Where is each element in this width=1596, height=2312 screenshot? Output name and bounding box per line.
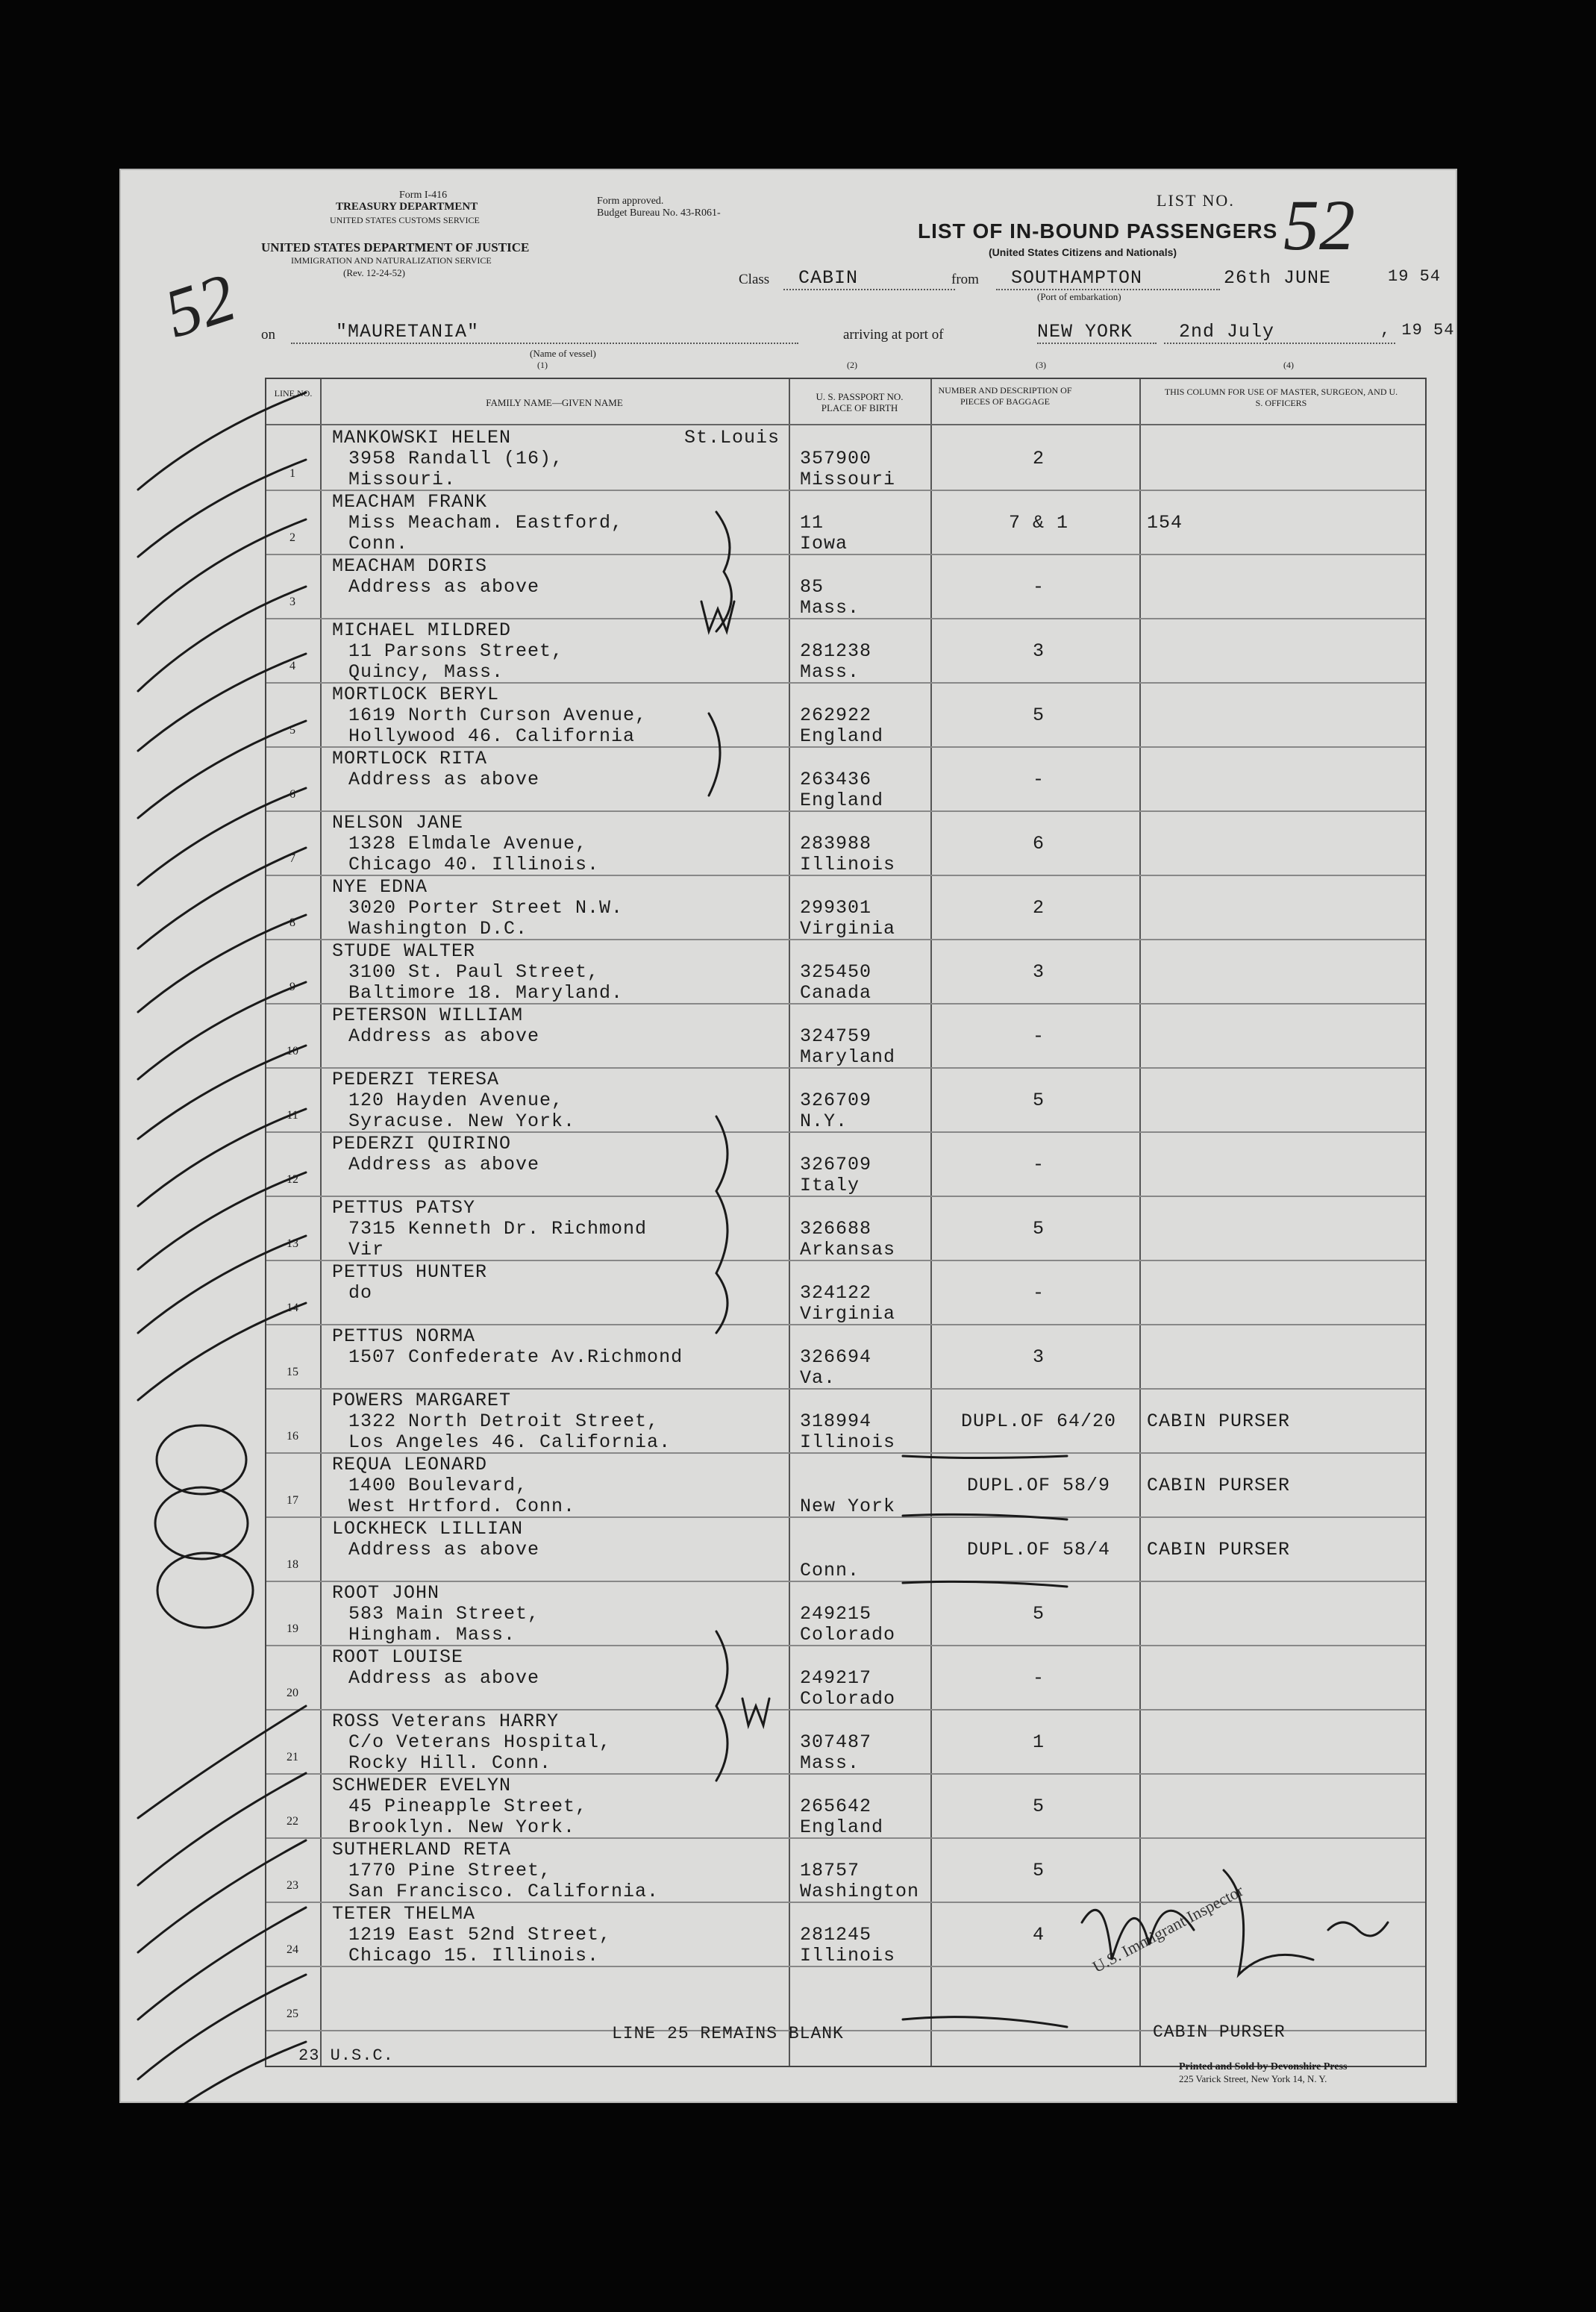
line-number: 19 (287, 1622, 298, 1635)
passenger-name: REQUA LEONARD (332, 1454, 488, 1475)
passport-number: 357900 (800, 448, 872, 469)
customs-service: UNITED STATES CUSTOMS SERVICE (330, 215, 480, 225)
table-row (266, 1003, 1425, 1067)
line-number: 24 (287, 1943, 298, 1956)
address-line-2: Chicago 15. Illinois. (348, 1945, 600, 1966)
address-line-1: 1507 Confederate Av.Richmond (348, 1346, 683, 1368)
baggage-count: 3 (1032, 961, 1045, 983)
address-line-1: 3958 Randall (16), (348, 448, 564, 469)
col-header-line: LINE NO. (274, 388, 313, 399)
place-of-birth: Colorado (800, 1688, 896, 1710)
baggage-count: DUPL.OF 58/9 (966, 1475, 1111, 1496)
place-of-birth: England (800, 725, 884, 747)
address-line-2: Missouri. (348, 469, 457, 490)
table-row (266, 1067, 1425, 1131)
line-number: 10 (287, 1045, 298, 1057)
address-line-2: Syracuse. New York. (348, 1110, 576, 1132)
passenger-name: MORTLOCK BERYL (332, 684, 500, 705)
place-of-birth: Canada (800, 982, 872, 1004)
table-row (266, 939, 1425, 1003)
usc-reference: 23 U.S.C. (298, 2046, 394, 2065)
baggage-count: 4 (1032, 1924, 1045, 1946)
officer-note: CABIN PURSER (1147, 1539, 1291, 1560)
table-row (266, 1516, 1425, 1581)
line-number: 2 (290, 531, 295, 544)
passport-number: 326709 (800, 1154, 872, 1175)
baggage-count: - (1032, 576, 1045, 598)
col-header-officers: THIS COLUMN FOR USE OF MASTER, SURGEON, AND U. S. OFFICERS (1164, 387, 1398, 408)
address-line-2: Washington D.C. (348, 918, 528, 940)
passport-number: 11 (800, 512, 824, 534)
passenger-name: LOCKHECK LILLIAN (332, 1518, 524, 1540)
from-port: SOUTHAMPTON (996, 267, 1220, 290)
passport-number: 326688 (800, 1218, 872, 1240)
line-number: 16 (287, 1430, 298, 1443)
passenger-name: PETTUS NORMA (332, 1325, 476, 1347)
printer-line-1: Printed and Sold by Devonshire Press (1179, 2061, 1348, 2072)
table-row (266, 618, 1425, 682)
passport-number: 249217 (800, 1667, 872, 1689)
form-number: Form I-416 (399, 190, 448, 201)
passport-number: 326694 (800, 1346, 872, 1368)
passenger-name: PEDERZI TERESA (332, 1069, 500, 1090)
table-row (266, 1645, 1425, 1709)
table-row (266, 1581, 1425, 1645)
inspector-stamp: U.S. Immigrant Inspector (1089, 1881, 1247, 1977)
passenger-name: STUDE WALTER (332, 940, 476, 962)
baggage-count: 5 (1032, 1090, 1045, 1111)
passenger-name: NELSON JANE (332, 812, 464, 834)
place-of-birth: Italy (800, 1175, 860, 1196)
table-row (266, 1902, 1425, 1966)
address-line-1: 3020 Porter Street N.W. (348, 897, 624, 919)
baggage-count: 6 (1032, 833, 1045, 854)
place-of-birth: England (800, 790, 884, 811)
address-line-1: do (348, 1282, 373, 1304)
list-no-value: 52 (1283, 185, 1355, 265)
table-row (266, 425, 1425, 490)
baggage-count: 3 (1032, 1346, 1045, 1368)
passenger-name: PEDERZI QUIRINO (332, 1133, 512, 1155)
address-line-2: Hingham. Mass. (348, 1624, 516, 1646)
list-no-label: LIST NO. (1157, 191, 1235, 210)
table-body (266, 425, 1425, 2066)
address-line-1: Address as above (348, 1154, 540, 1175)
place-of-birth: Colorado (800, 1624, 896, 1646)
list-title: LIST OF IN-BOUND PASSENGERS (918, 219, 1278, 243)
address-line-1: 11 Parsons Street, (348, 640, 564, 662)
col-num-1: (1) (537, 360, 548, 370)
place-of-birth: Washington (800, 1881, 920, 1902)
line-number: 22 (287, 1815, 298, 1828)
from-year: 19 54 (1388, 267, 1442, 286)
name-note: St.Louis (684, 427, 780, 449)
line-number: 20 (287, 1687, 298, 1699)
address-line-2: San Francisco. California. (348, 1881, 660, 1902)
place-of-birth: Maryland (800, 1046, 896, 1068)
budget-bureau: Budget Bureau No. 43-R061- (597, 207, 721, 219)
line-number: 6 (290, 788, 295, 801)
passenger-name: PETERSON WILLIAM (332, 1005, 524, 1026)
passenger-name: POWERS MARGARET (332, 1390, 512, 1411)
table-row (266, 1196, 1425, 1260)
table-row (266, 746, 1425, 810)
table-row (266, 1452, 1425, 1516)
baggage-count: 7 & 1 (1008, 512, 1068, 534)
col-header-passport: U. S. PASSPORT NO. PLACE OF BIRTH (816, 391, 904, 413)
col-num-3: (3) (1036, 360, 1046, 370)
address-line-2: Chicago 40. Illinois. (348, 854, 600, 875)
line-number: 18 (287, 1558, 298, 1571)
table-row (266, 1131, 1425, 1196)
baggage-count: 5 (1032, 1796, 1045, 1817)
baggage-count: - (1032, 769, 1045, 790)
line-number: 17 (287, 1494, 298, 1507)
address-line-1: 3100 St. Paul Street, (348, 961, 600, 983)
on-label: on (261, 327, 275, 343)
place-of-birth: Mass. (800, 1752, 860, 1774)
arrival-port: NEW YORK (1037, 321, 1157, 344)
embarkation-caption: (Port of embarkation) (1037, 291, 1121, 302)
passport-number: 326709 (800, 1090, 872, 1111)
col-header-name: FAMILY NAME—GIVEN NAME (486, 397, 623, 408)
form-approved: Form approved. (597, 196, 664, 207)
address-line-1: 1219 East 52nd Street, (348, 1924, 612, 1946)
table-row (266, 1966, 1425, 2030)
passenger-name: ROOT LOUISE (332, 1646, 464, 1668)
line-number: 13 (287, 1237, 298, 1250)
address-line-2: Rocky Hill. Conn. (348, 1752, 552, 1774)
place-of-birth: England (800, 1816, 884, 1838)
arriving-label: arriving at port of (843, 327, 944, 343)
table-row (266, 682, 1425, 746)
passport-number: 263436 (800, 769, 872, 790)
line-number: 12 (287, 1173, 298, 1186)
passport-number: 265642 (800, 1796, 872, 1817)
printer-line-2: 225 Varick Street, New York 14, N. Y. (1179, 2073, 1327, 2084)
address-line-1: 7315 Kenneth Dr. Richmond (348, 1218, 648, 1240)
baggage-count: 5 (1032, 1860, 1045, 1881)
passport-number: 283988 (800, 833, 872, 854)
passenger-name: PETTUS HUNTER (332, 1261, 488, 1283)
table-row (266, 490, 1425, 554)
line-number: 23 (287, 1879, 298, 1892)
line-number: 3 (290, 596, 295, 608)
vessel-caption: (Name of vessel) (530, 348, 596, 359)
passport-number: 262922 (800, 704, 872, 726)
baggage-count: 2 (1032, 448, 1045, 469)
passenger-name: PETTUS PATSY (332, 1197, 476, 1219)
class-value: CABIN (783, 267, 955, 290)
list-subtitle: (United States Citizens and Nationals) (989, 246, 1177, 258)
baggage-count: DUPL.OF 58/4 (966, 1539, 1111, 1560)
address-line-2: Conn. (348, 533, 409, 554)
passenger-name: MEACHAM FRANK (332, 491, 488, 513)
baggage-count: - (1032, 1667, 1045, 1689)
baggage-count: - (1032, 1282, 1045, 1304)
address-line-2: Brooklyn. New York. (348, 1816, 576, 1838)
address-line-2: Quincy, Mass. (348, 661, 504, 683)
baggage-count: - (1032, 1025, 1045, 1047)
line-number: 21 (287, 1751, 298, 1763)
baggage-count: DUPL.OF 64/20 (960, 1410, 1117, 1432)
place-of-birth: Arkansas (800, 1239, 896, 1260)
passenger-name: MICHAEL MILDRED (332, 619, 512, 641)
passenger-name: TETER THELMA (332, 1903, 476, 1925)
address-line-1: Address as above (348, 576, 540, 598)
address-line-1: Address as above (348, 769, 540, 790)
place-of-birth: Illinois (800, 1945, 896, 1966)
arrival-year: , 19 54 (1380, 321, 1455, 340)
place-of-birth: Virginia (800, 918, 896, 940)
baggage-count: - (1032, 1154, 1045, 1175)
place-of-birth: Iowa (800, 533, 848, 554)
baggage-count: 5 (1032, 1603, 1045, 1625)
revision: (Rev. 12-24-52) (343, 267, 405, 278)
line25-note: LINE 25 REMAINS BLANK (612, 2024, 844, 2043)
justice-dept: UNITED STATES DEPARTMENT OF JUSTICE (261, 240, 530, 254)
line-number: 4 (290, 660, 295, 672)
place-of-birth: Illinois (800, 854, 896, 875)
col-header-baggage: NUMBER AND DESCRIPTION OF PIECES OF BAGGAGE (938, 385, 1072, 407)
line-number: 14 (287, 1302, 298, 1314)
place-of-birth: Conn. (800, 1560, 860, 1581)
class-label: Class (739, 272, 770, 287)
address-line-1: Address as above (348, 1025, 540, 1047)
passenger-name: SCHWEDER EVELYN (332, 1775, 512, 1796)
passport-number: 281245 (800, 1924, 872, 1946)
officer-note: CABIN PURSER (1147, 1410, 1291, 1432)
line-number: 8 (290, 916, 295, 929)
address-line-1: Address as above (348, 1539, 540, 1560)
place-of-birth: Illinois (800, 1431, 896, 1453)
line25-purser: CABIN PURSER (1153, 2022, 1286, 2042)
baggage-count: 5 (1032, 704, 1045, 726)
place-of-birth: Va. (800, 1367, 836, 1389)
passenger-table (265, 378, 1427, 2067)
passport-number: 281238 (800, 640, 872, 662)
from-label: from (951, 272, 979, 287)
place-of-birth: Virginia (800, 1303, 896, 1325)
table-row (266, 810, 1425, 875)
passenger-name: NYE EDNA (332, 876, 428, 898)
ins-service: IMMIGRATION AND NATURALIZATION SERVICE (291, 255, 492, 266)
treasury-dept: TREASURY DEPARTMENT (336, 201, 478, 213)
line-number: 15 (287, 1366, 298, 1378)
line-number: 25 (287, 2008, 298, 2020)
from-date: 26th JUNE (1224, 267, 1332, 289)
passenger-name: SUTHERLAND RETA (332, 1839, 512, 1860)
address-line-1: Address as above (348, 1667, 540, 1689)
passport-number: 324122 (800, 1282, 872, 1304)
address-line-1: 583 Main Street, (348, 1603, 540, 1625)
address-line-2: West Hrtford. Conn. (348, 1496, 576, 1517)
baggage-count: 3 (1032, 640, 1045, 662)
line-number: 7 (290, 852, 295, 865)
table-row (266, 554, 1425, 618)
passenger-name: ROSS Veterans HARRY (332, 1710, 560, 1732)
baggage-count: 2 (1032, 897, 1045, 919)
officer-note: 154 (1147, 512, 1183, 534)
address-line-2: Baltimore 18. Maryland. (348, 982, 624, 1004)
line-number: 1 (290, 467, 295, 480)
address-line-1: 1322 North Detroit Street, (348, 1410, 660, 1432)
baggage-count: 5 (1032, 1218, 1045, 1240)
address-line-2: Hollywood 46. California (348, 725, 636, 747)
col-num-2: (2) (847, 360, 857, 370)
table-row (266, 1260, 1425, 1324)
address-line-2: Los Angeles 46. California. (348, 1431, 672, 1453)
passport-number: 325450 (800, 961, 872, 983)
passport-number: 307487 (800, 1731, 872, 1753)
passport-number: 85 (800, 576, 824, 598)
officer-note: CABIN PURSER (1147, 1475, 1291, 1496)
table-row (266, 1773, 1425, 1837)
manifest-page (119, 169, 1457, 2103)
address-line-1: 1619 North Curson Avenue, (348, 704, 648, 726)
address-line-1: 1770 Pine Street, (348, 1860, 552, 1881)
vessel-name: "MAURETANIA" (291, 321, 798, 344)
passport-number: 249215 (800, 1603, 872, 1625)
passenger-name: MANKOWSKI HELEN (332, 427, 512, 449)
address-line-1: 45 Pineapple Street, (348, 1796, 588, 1817)
baggage-count: 1 (1032, 1731, 1045, 1753)
table-row (266, 1324, 1425, 1388)
line-number: 5 (290, 724, 295, 737)
address-line-1: C/o Veterans Hospital, (348, 1731, 612, 1753)
table-row (266, 1388, 1425, 1452)
passport-number: 318994 (800, 1410, 872, 1432)
table-row (266, 1837, 1425, 1902)
place-of-birth: Missouri (800, 469, 896, 490)
passenger-name: MEACHAM DORIS (332, 555, 488, 577)
passport-number: 299301 (800, 897, 872, 919)
address-line-1: Miss Meacham. Eastford, (348, 512, 624, 534)
margin-note: 52 (155, 258, 245, 352)
col-num-4: (4) (1283, 360, 1294, 370)
arrival-date: 2nd July (1164, 321, 1395, 344)
address-line-2: Vir (348, 1239, 385, 1260)
place-of-birth: New York (800, 1496, 896, 1517)
passport-number: 18757 (800, 1860, 860, 1881)
passport-number: 324759 (800, 1025, 872, 1047)
place-of-birth: Mass. (800, 597, 860, 619)
table-row (266, 875, 1425, 939)
address-line-1: 120 Hayden Avenue, (348, 1090, 564, 1111)
passenger-name: MORTLOCK RITA (332, 748, 488, 769)
address-line-1: 1400 Boulevard, (348, 1475, 528, 1496)
line-number: 9 (290, 981, 295, 993)
address-line-1: 1328 Elmdale Avenue, (348, 833, 588, 854)
passenger-name: ROOT JOHN (332, 1582, 440, 1604)
place-of-birth: N.Y. (800, 1110, 848, 1132)
table-row (266, 1709, 1425, 1773)
place-of-birth: Mass. (800, 661, 860, 683)
line-number: 11 (287, 1109, 298, 1122)
